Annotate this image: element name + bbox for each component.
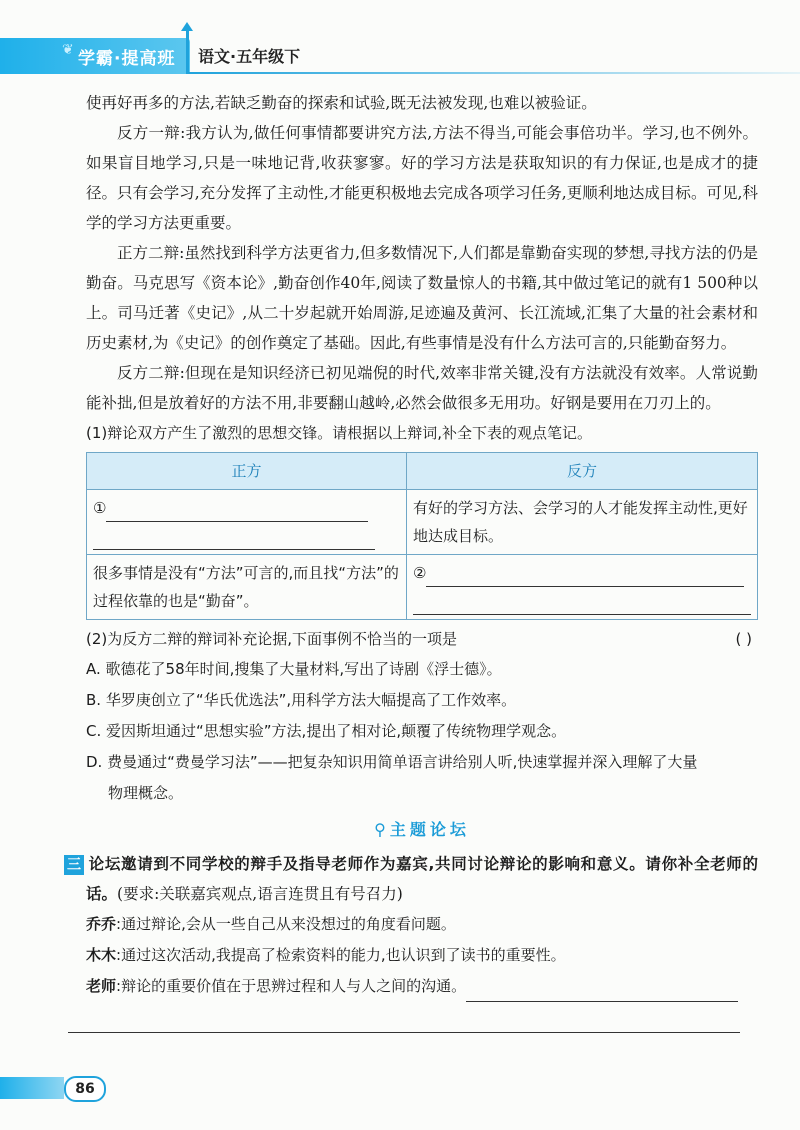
option-d-text: D. 费曼通过“费曼学习法”——把复杂知识用简单语言讲给别人听,快速掌握并深入理解了大量 xyxy=(86,753,698,771)
forum-task-text: 论坛邀请到不同学校的辩手及指导老师作为嘉宾,共同讨论辩论的影响和意义。请你补全老师的话。 xyxy=(86,855,758,903)
speaker-text: :辩论的重要价值在于思辨过程和人与人之间的沟通。 xyxy=(116,977,467,995)
circled-two-mark: ② xyxy=(413,564,427,582)
magnifier-icon: ⚲ xyxy=(374,820,386,839)
page-number: 86 xyxy=(64,1076,106,1102)
teacher-answer-blank[interactable] xyxy=(466,983,738,1002)
notes-table xyxy=(86,452,758,620)
question-2-text: (2)为反方二辩的辩词补充论据,下面事例不恰当的一项是 xyxy=(86,630,458,648)
answer-cell-2[interactable] xyxy=(407,555,758,620)
speaker-line xyxy=(86,909,758,940)
forum-title-text: 主题论坛 xyxy=(389,820,470,839)
paragraph-con-2: 反方二辩:但现在是知识经济已初见端倪的时代,效率非常关键,没有方法就没有效率。人常说勤能补拙,但是放着好的方法不用,非要翻山越岭,必然会做很多无用功。好钢是要用在刀刃上的。 xyxy=(86,364,758,412)
footer-bar xyxy=(0,1077,64,1099)
answer-blank-1a[interactable] xyxy=(106,503,368,522)
leaf-icon: ❦ xyxy=(62,42,74,58)
option-a[interactable]: A. 歌德花了58年时间,搜集了大量材料,写出了诗剧《浮士德》。 xyxy=(86,660,502,678)
teacher-answer-blank-2[interactable] xyxy=(68,1014,740,1033)
paragraph-con-1: 反方一辩:我方认为,做任何事情都要讲究方法,方法不得当,可能会事倍功半。学习,也不例外。如果盲目地学习,只是一味地记背,收获寥寥。好的学习方法是获取知识的有力保证,也是成才的捷径。只有会学习,充分发挥了主动性,才能更积极地去完成各项学习任务,更顺利地达成目标。可见,科学的学习方法更重要。 xyxy=(86,124,758,232)
subject-title: 语文·五年级下 xyxy=(198,47,301,66)
forum-title xyxy=(86,815,758,845)
speaker-name: 老师 xyxy=(86,977,117,995)
option-d[interactable] xyxy=(86,747,758,809)
answer-paren[interactable]: ( ) xyxy=(735,630,752,648)
paragraph-0: 使再好再多的方法,若缺乏勤奋的探索和试验,既无法被发现,也难以被验证。 xyxy=(86,94,597,112)
con-cell-1: 有好的学习方法、会学习的人才能发挥主动性,更好地达成目标。 xyxy=(407,490,758,555)
up-arrow-icon xyxy=(186,30,189,72)
brand-title: 学霸·提高班 xyxy=(78,49,176,69)
task-number-badge: 三 xyxy=(64,855,84,875)
pro-cell-2: 很多事情是没有“方法”可言的,而且找“方法”的过程依靠的也是“勤奋”。 xyxy=(87,555,407,620)
table-header-con: 反方 xyxy=(407,453,758,490)
option-c[interactable]: C. 爱因斯坦通过“思想实验”方法,提出了相对论,颠覆了传统物理学观念。 xyxy=(86,722,567,740)
table-header-pro: 正方 xyxy=(87,453,407,490)
answer-blank-2a[interactable] xyxy=(426,568,744,587)
speaker-name: 木木 xyxy=(86,946,117,964)
question-1: (1)辩论双方产生了激烈的思想交锋。请根据以上辩词,补全下表的观点笔记。 xyxy=(86,424,593,442)
option-d-cont: 物理概念。 xyxy=(108,784,184,802)
speaker-text: :通过这次活动,我提高了检索资料的能力,也认识到了读书的重要性。 xyxy=(116,946,566,964)
question-2 xyxy=(86,624,758,654)
speaker-name: 乔乔 xyxy=(86,915,117,933)
answer-cell-1[interactable] xyxy=(87,490,407,555)
circled-one-mark: ① xyxy=(93,499,107,517)
page-content xyxy=(67,88,758,1033)
answer-blank-1b[interactable] xyxy=(93,531,375,550)
forum-task xyxy=(67,849,758,909)
forum-requirement: (要求:关联嘉宾观点,语言连贯且有号召力) xyxy=(117,885,403,903)
speaker-line xyxy=(86,940,758,971)
paragraph-pro-2: 正方二辩:虽然找到科学方法更省力,但多数情况下,人们都是靠勤奋实现的梦想,寻找方法的仍是勤奋。马克思写《资本论》,勤奋创作40年,阅读了数量惊人的书籍,其中做过笔记的就有1 500种以上。司马迁著《史记》,从二十岁起就开始周游,足迹遍及黄河、长江流域,汇集了大量的社会素材和历史素材,为《史记》的创作奠定了基础。因此,有些事情是没有什么方法可言的,只能勤奋努力。 xyxy=(86,244,758,352)
option-b[interactable]: B. 华罗庚创立了“华氏优选法”,用科学方法大幅提高了工作效率。 xyxy=(86,691,517,709)
header-divider xyxy=(186,72,800,74)
speaker-continuation xyxy=(86,1002,758,1033)
page-header xyxy=(0,0,800,80)
speaker-line xyxy=(86,971,758,1002)
answer-blank-2b[interactable] xyxy=(413,596,751,615)
speaker-text: :通过辩论,会从一些自己从来没想过的角度看问题。 xyxy=(116,915,456,933)
brand-bar xyxy=(0,38,190,74)
